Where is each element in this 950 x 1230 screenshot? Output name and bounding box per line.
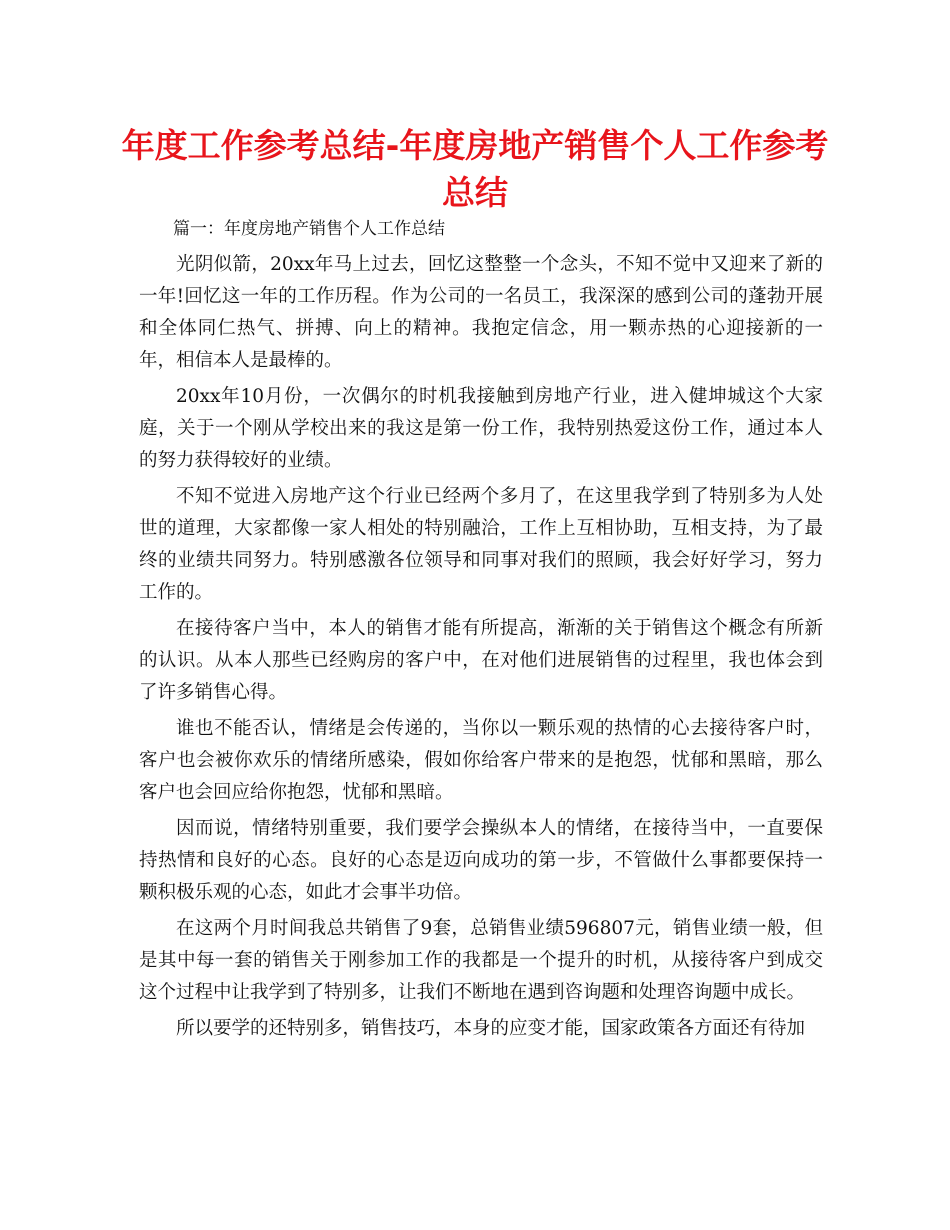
paragraph-8: 所以要学的还特别多，销售技巧，本身的应变才能，国家政策各方面还有待加 (176, 1018, 806, 1039)
paragraph-2: 20xx年10月份，一次偶尔的时机我接触到房地产行业，进入健坤城这个大家庭，关于一个刚从学校出来的我这是第一份工作，我特别热爱这份工作，通过本人的努力获得较好的业绩。 (139, 386, 823, 471)
paragraph-3: 不知不觉进入房地产这个行业已经两个多月了，在这里我学到了特别多为人处世的道理，大家都像一家人相处的特别融洽，工作上互相协助，互相支持，为了最终的业绩共同努力。特别感激各位领导和同事对我们的照顾，我会好好学习，努力工作的。 (139, 486, 823, 603)
paragraph-5: 谁也不能否认，情绪是会传递的，当你以一颗乐观的热情的心去接待客户时，客户也会被你欢乐的情绪所感染，假如你给客户带来的是抱怨，忧郁和黑暗，那么客户也会回应给你抱怨，忧郁和黑暗。 (139, 718, 823, 803)
paragraph-1: 光阴似箭，20xx年马上过去，回忆这整整一个念头，不知不觉中又迎来了新的一年!回忆这一年的工作历程。作为公司的一名员工，我深深的感到公司的蓬勃开展和全体同仁热气、拼搏、向上的精神。我抱定信念，用一颗赤热的心迎接新的一年，相信本人是最棒的。 (139, 254, 823, 371)
paragraph-6: 因而说，情绪特别重要，我们要学会操纵本人的情绪，在接待当中，一直要保持热情和良好的心态。良好的心态是迈向成功的第一步，不管做什么事都要保持一颗积极乐观的心态，如此才会事半功倍。 (139, 818, 823, 903)
document-body (139, 213, 823, 1049)
section-heading: 篇一：年度房地产销售个人工作总结 (173, 219, 445, 239)
document-title: 年度工作参考总结-年度房地产销售个人工作参考总结 (121, 126, 829, 212)
paragraph-7: 在这两个月时间我总共销售了9套，总销售业绩596807元，销售业绩一般，但是其中每一套的销售关于刚参加工作的我都是一个提升的时机，从接待客户到成交这个过程中让我学到了特别多，让我们不断地在遇到咨询题和处理咨询题中成长。 (139, 918, 823, 1003)
paragraph-4: 在接待客户当中，本人的销售才能有所提高，渐渐的关于销售这个概念有所新的认识。从本人那些已经购房的客户中，在对他们进展销售的过程里，我也体会到了许多销售心得。 (139, 618, 823, 703)
